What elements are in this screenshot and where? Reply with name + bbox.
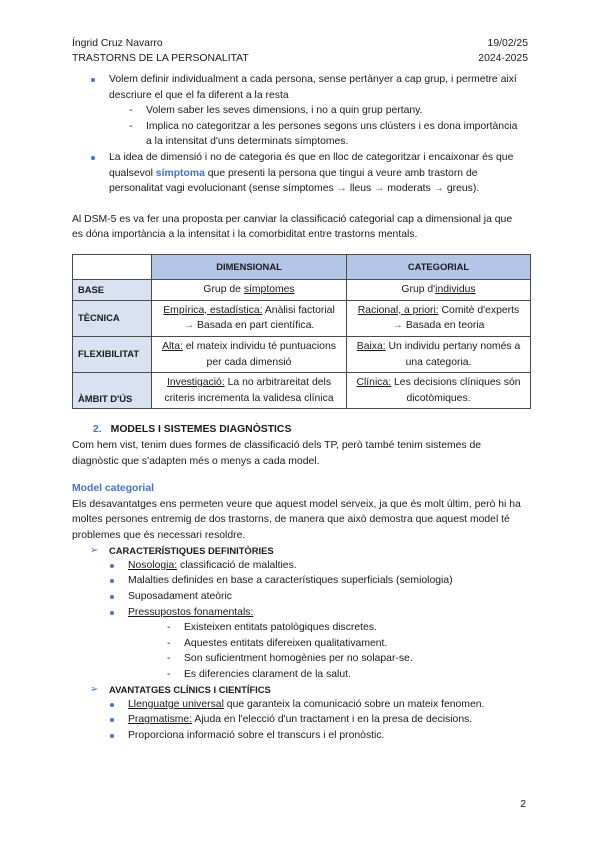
list-item: Suposadament ateòric [91,589,524,605]
section-number: 2. [93,424,102,436]
column-header-categorial: CATEGORIAL [347,255,531,280]
list-item: - Existeixen entitats patològiques discretes. [110,620,524,636]
characteristics-heading: ➢ CARACTERÍSTIQUES DEFINITÒRIES [90,544,274,556]
author-name: Íngrid Cruz Navarro [72,38,163,49]
column-header-dimensional: DIMENSIONAL [152,255,347,280]
table-cell: Investigació: La no arbitrareitat dels criteris incrementa la validesa clínica [152,373,347,409]
page-number: 2 [520,799,526,810]
subsection-title: Model categorial [72,483,154,495]
arrow-icon: → [433,183,444,195]
list-item: Pressupostos fonamentals: - Existeixen entitats patològiques discretes. - Aquestes entitats difereixen qualitativament. - Son suficientment homogènies per no solapar-se. - Es diferencies clarament de la salut. [91,605,524,683]
characteristics-list [72,558,524,683]
sub-list [72,103,524,150]
arrow-icon: → [183,320,195,332]
arrow-icon: → [336,183,347,195]
section-title: MODELS I SISTEMES DIAGNÒSTICS [110,424,292,436]
table-cell: Clínica: Les decisions clíniques són dicotòmiques. [347,373,531,409]
section-paragraph: Com hem vist, tenim dues formes de classificació dels TP, però també tenim sistemes de diagnòstic que s'adapten més o menys a cada model. [72,439,482,467]
list-item: - Volem saber les seves dimensions, i no a quin grup pertany. [72,103,524,119]
list-item: La idea de dimensió i no de categoria és que en lloc de categoritzar i encaixonar és que qualsevol símptoma que presenti la persona que tingui a veure amb trastorn de personalitat vagi evolucionant (sense símptomes → lleus → moderats → greus). [72,150,524,197]
list-item: Malalties definides en base a característiques superficials (semiologia) [91,573,524,589]
header-date: 19/02/25 [487,38,528,49]
section-heading [72,422,524,438]
list-item: Llenguatge universal que garanteix la comunicació sobre un mateix fenomen. [91,697,524,713]
intro-bullet-list [72,72,524,197]
table-row [73,373,531,409]
list-item: - Implica no categoritzar a les persones segons uns clústers i es dona importància a la intensitat d'uns determinats símptomes. [72,119,524,150]
list-item: - Es diferencies clarament de la salut. [110,667,524,683]
table-cell: Empírica, estadística: Anàlisi factorial → Basada en part científica. [152,300,347,336]
list-item: Nosologia: classificació de malalties. [91,558,524,574]
comparison-table [72,254,531,409]
course-title: TRASTORNS DE LA PERSONALITAT [72,53,249,65]
academic-year: 2024-2025 [478,53,528,65]
table-row [73,336,531,372]
table-cell: Racional, a priori: Comitè d'experts → Basada en teoria [347,300,531,336]
model-paragraph: Els desavantatges ens permeten veure que aquest model serveix, ja que és molt últim, però hi ha moltes persones entremig de dos trastorns, de manera que això demostra que aquest model té problemes que és necessari resoldre. [72,498,521,542]
table-cell: Alta: el mateix individu té puntuacions per cada dimensió [152,336,347,372]
row-header: BASE [73,280,152,301]
table-cell: Grup de símptomes [152,280,347,301]
table-cell: Grup d'individus [347,280,531,301]
table-row [73,300,531,336]
page-content [72,72,524,744]
table-cell: Baixa: Un individu pertany només a una categoria. [347,336,531,372]
arrow-icon: → [392,320,403,332]
advantages-heading: ➢ AVANTATGES CLÍNICS I CIENTÍFICS [90,683,271,695]
list-item: Proporciona informació sobre el transcurs i el pronòstic. [91,728,524,744]
list-item: - Aquestes entitats difereixen qualitativament. [110,636,524,652]
row-header: FLEXIBILITAT [73,336,152,372]
page-header [72,36,528,66]
list-item: Pragmatisme: Ajuda en l'elecció d'un tractament i en la presa de decisions. [91,712,524,728]
dsm-paragraph: Al DSM-5 es va fer una proposta per canviar la classificació categorial cap a dimensional ja que es dóna importància a la intensitat i la comorbiditat entre trastorns mentals. [72,213,513,241]
list-item: Volem definir individualment a cada persona, sense pertànyer a cap grup, i permetre així descriure el que el fa diferent a la resta - Volem saber les seves dimensions, i no a quin grup pertany. - Implica no categoritzar a les persones segons uns clústers i es dona importància a la intensitat d'uns determinats símptomes. [72,72,524,150]
sub-list [110,620,524,682]
arrowhead-icon: ➢ [90,683,99,695]
table-header-row [73,255,531,280]
advantages-list [72,697,524,744]
table-row [73,280,531,301]
list-item: - Son suficientment homogènies per no solapar-se. [110,651,524,667]
row-header: TÈCNICA [73,300,152,336]
arrowhead-icon: ➢ [90,544,99,556]
arrow-icon: → [374,183,385,195]
highlight-symptom: símptoma [155,167,205,179]
table-corner [73,255,152,280]
row-header: ÀMBIT D'ÚS [73,373,152,409]
